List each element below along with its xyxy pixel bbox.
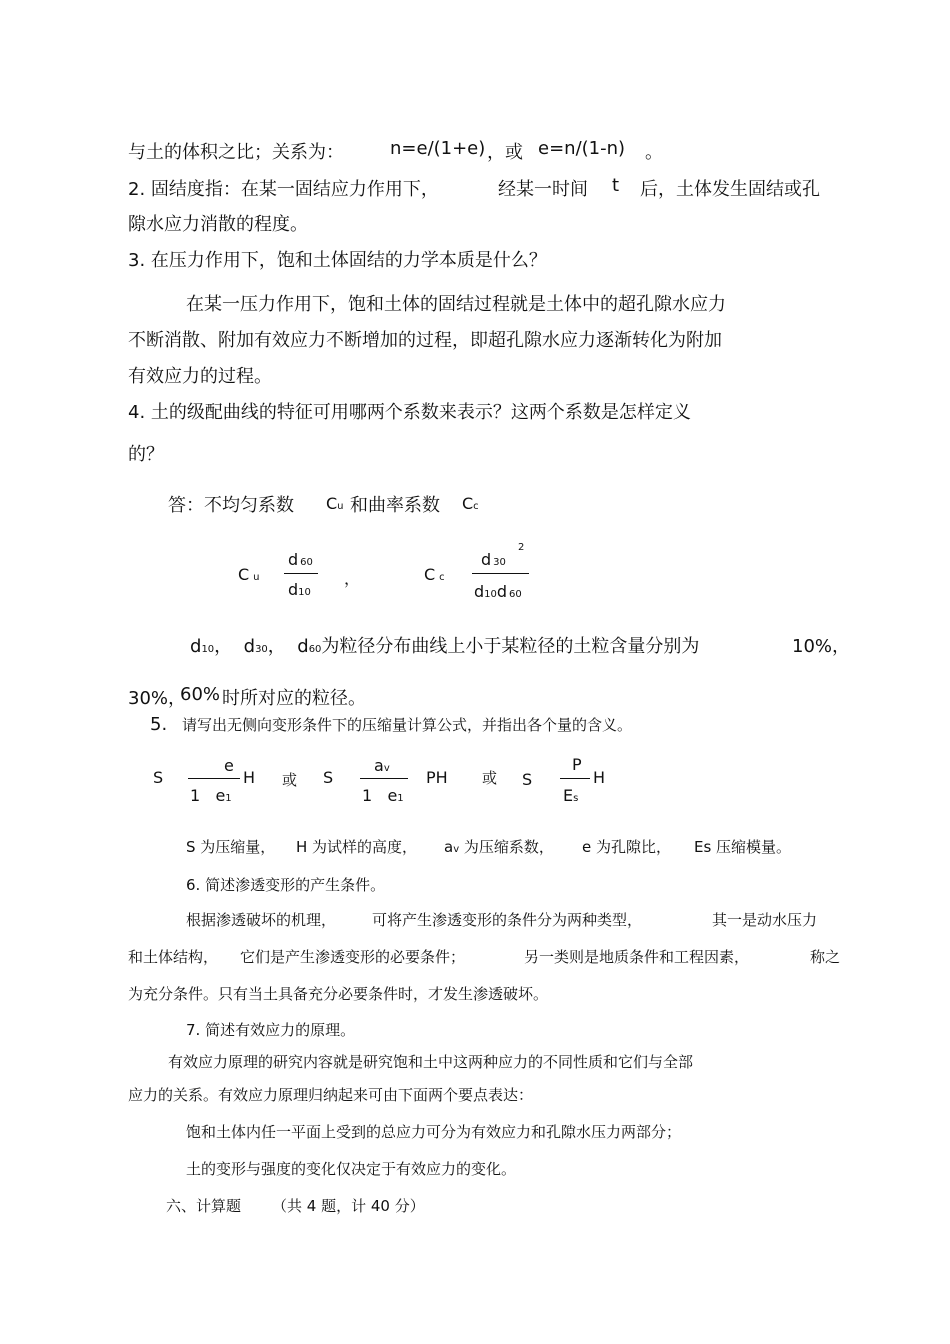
question-2: 经某一时间 [498, 179, 588, 200]
question-6: 6. 简述渗透变形的产生条件。 [186, 876, 386, 894]
answer-7: 应力的关系。有效应力原理归纳起来可由下面两个要点表达： [128, 1086, 534, 1104]
answer-6: 称之 [810, 948, 841, 966]
answer-6: 和土体结构， [128, 948, 219, 966]
fraction-bar [284, 573, 318, 574]
text-line: 与土的体积之比；关系为： [128, 142, 344, 163]
definition: H 为试样的高度， [296, 838, 418, 856]
cc-numerator: d 30 [481, 550, 506, 569]
answer-7: 饱和土体内任一平面上受到的总应力可分为有效应力和孔隙水压力两部分； [186, 1123, 682, 1141]
symbol-cu: Cu [326, 494, 344, 513]
question-3: 3. 在压力作用下，饱和土体固结的力学本质是什么？ [128, 250, 547, 271]
section-note: （共 4 题，计 40 分） [272, 1197, 425, 1215]
d-definition: d10， d30， d60为粒径分布曲线上小于某粒径的土粒含量分别为 [190, 636, 700, 657]
definition: av 为压缩系数， [444, 838, 554, 856]
fraction-bar [472, 573, 529, 574]
formula-s1-numerator: e [224, 756, 234, 775]
question-2: 2. 固结度指：在某一固结应力作用下， [128, 179, 439, 200]
question-5: 请写出无侧向变形条件下的压缩量计算公式，并指出各个量的含义。 [182, 716, 633, 734]
question-2: 隙水应力消散的程度。 [128, 214, 308, 235]
fraction-bar [560, 778, 590, 779]
fraction-bar [360, 778, 408, 779]
answer-6: 可将产生渗透变形的条件分为两种类型， [372, 911, 643, 929]
answer-3: 在某一压力作用下，饱和土体的固结过程就是土体中的超孔隙水应力 [186, 294, 726, 315]
formula-s1-h: H [243, 768, 256, 787]
definition: Es 压缩模量。 [694, 838, 792, 856]
d-definition: 30%， [128, 688, 187, 709]
formula-s2-denominator: 1 e1 [362, 786, 404, 805]
question-5-number: 5. [150, 714, 168, 735]
answer-6: 其一是动水压力 [712, 911, 818, 929]
or-text: 或 [282, 771, 298, 789]
formula-void-ratio: e=n/(1-n) [538, 138, 626, 159]
definition: S 为压缩量， [186, 838, 276, 856]
cc-superscript: 2 [518, 542, 525, 553]
d-definition: 60% [180, 684, 221, 705]
answer-6: 为充分条件。只有当土具备充分必要条件时，才发生渗透破坏。 [128, 985, 549, 1003]
formula-separator: ， [344, 569, 361, 588]
d-definition: 时所对应的粒径。 [222, 688, 366, 709]
question-2: t [612, 175, 620, 196]
cu-lhs: Cu [238, 565, 260, 584]
answer-7: 有效应力原理的研究内容就是研究饱和土中这两种应力的不同性质和它们与全部 [168, 1053, 694, 1071]
question-4: 的？ [128, 444, 164, 465]
cu-numerator: d 60 [288, 550, 313, 569]
question-7: 7. 简述有效应力的原理。 [186, 1021, 356, 1039]
answer-4: 和曲率系数 [350, 495, 440, 516]
cu-denominator: d10 [288, 580, 311, 599]
or-text: 或 [482, 769, 498, 787]
cc-lhs: Cc [424, 565, 445, 584]
answer-4: 答：不均匀系数 [168, 495, 294, 516]
d-definition: 10%， [792, 636, 851, 657]
formula-s3-lhs: S [522, 770, 533, 789]
formula-s3-numerator: P [572, 755, 582, 774]
symbol-cc: Cc [462, 494, 479, 513]
formula-s2-lhs: S [323, 768, 334, 787]
answer-6: 另一类则是地质条件和工程因素， [524, 948, 750, 966]
answer-7: 土的变形与强度的变化仅决定于有效应力的变化。 [186, 1160, 517, 1178]
answer-3: 不断消散、附加有效应力不断增加的过程，即超孔隙水应力逐渐转化为附加 [128, 330, 722, 351]
question-2: 后，土体发生固结或孔 [640, 179, 820, 200]
text-line: 。 [645, 142, 663, 163]
formula-s1-lhs: S [153, 768, 164, 787]
formula-s1-denominator: 1 e1 [190, 786, 232, 805]
formula-s2-ph: PH [426, 768, 448, 787]
question-4: 4. 土的级配曲线的特征可用哪两个系数来表示？这两个系数是怎样定义 [128, 402, 691, 423]
section-heading: 六、计算题 [166, 1197, 242, 1215]
formula-porosity: n=e/(1+e) [390, 138, 486, 159]
definition: e 为孔隙比， [582, 838, 671, 856]
formula-s3-denominator: Es [563, 786, 579, 805]
answer-6: 根据渗透破坏的机理， [186, 911, 337, 929]
formula-s3-h: H [593, 768, 606, 787]
answer-3: 有效应力的过程。 [128, 366, 272, 387]
text-line: ，或 [487, 142, 523, 163]
answer-6: 它们是产生渗透变形的必要条件； [240, 948, 466, 966]
fraction-bar [188, 778, 240, 779]
formula-s2-numerator: av [374, 756, 390, 775]
cc-denominator: d10d 60 [474, 582, 522, 601]
